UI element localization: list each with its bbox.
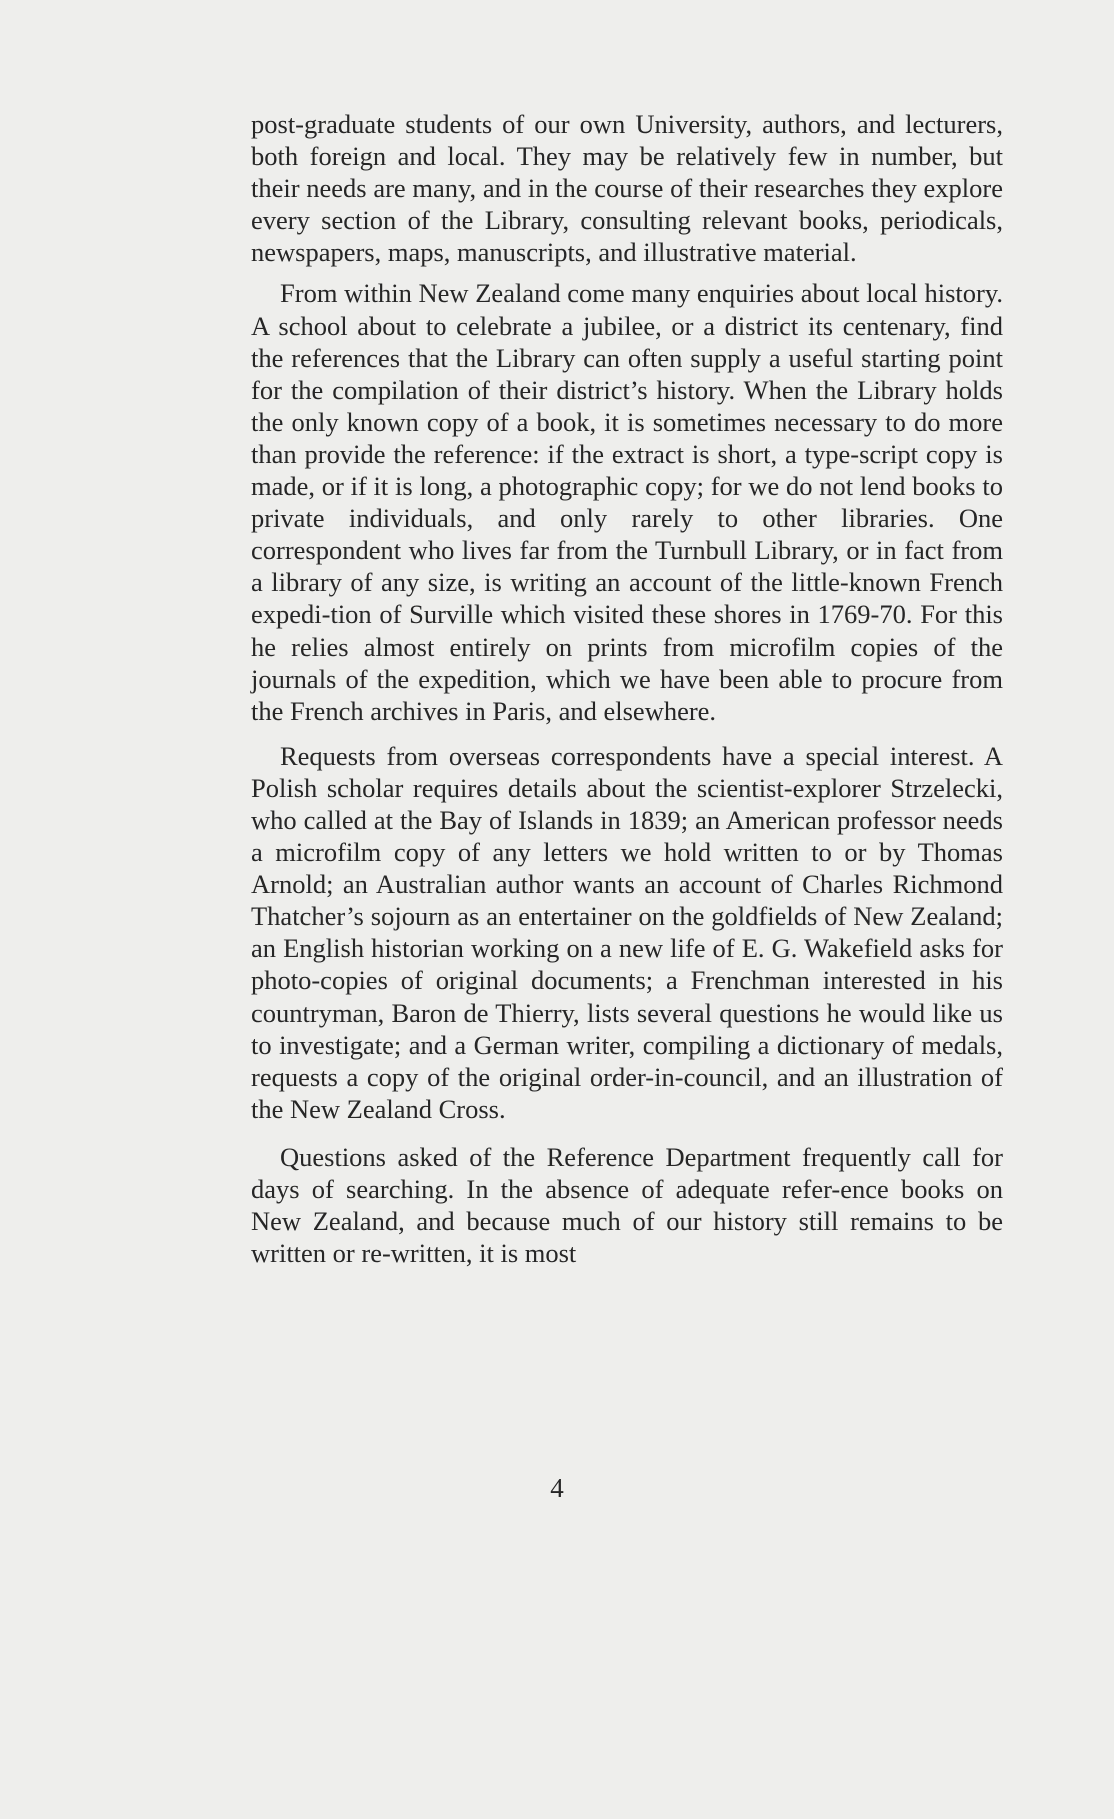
- page-number: 4: [550, 1473, 564, 1503]
- body-text: [251, 108, 1003, 1269]
- paragraph-local-history: From within New Zealand come many enquiries about local history. A school about to celebrate a jubilee, or a district its centenary, find the references that the Library can often supply a useful starting point for the compilation of their district’s history. When the Library holds the only known copy of a book, it is sometimes necessary to do more than provide the reference: if the extract is short, a type-script copy is made, or if it is long, a photographic copy; for we do not lend books to private individuals, and only rarely to other libraries. One correspondent who lives far from the Turnbull Library, or in fact from a library of any size, is writing an account of the little-known French expedi-tion of Surville which visited these shores in 1769-70. For this he relies almost entirely on prints from microfilm copies of the journals of the expedition, which we have been able to procure from the French archives in Paris, and elsewhere.: [251, 278, 1003, 726]
- paragraph-continued: post-graduate students of our own University, authors, and lecturers, both foreign and local. They may be relatively few in number, but their needs are many, and in the course of their researches they explore every section of the Library, consulting relevant books, periodicals, newspapers, maps, manuscripts, and illustrative material.: [251, 109, 1003, 268]
- paragraph-reference-department: Questions asked of the Reference Department frequently call for days of searching. In the absence of adequate refer-ence books on New Zealand, and because much of our history still remains to be written or re-written, it is most: [251, 1141, 1003, 1269]
- paragraph-overseas-requests: Requests from overseas correspondents have a special interest. A Polish scholar requires details about the scientist-explorer Strzelecki, who called at the Bay of Islands in 1839; an American professor needs a microfilm copy of any letters we hold written to or by Thomas Arnold; an Australian author wants an account of Charles Richmond Thatcher’s sojourn as an entertainer on the goldfields of New Zealand; an English historian working on a new life of E. G. Wakefield asks for photo-copies of original documents; a Frenchman interested in his countryman, Baron de Thierry, lists several questions he would like us to investigate; and a German writer, compiling a dictionary of medals, requests a copy of the original order-in-council, and an illustration of the New Zealand Cross.: [251, 740, 1003, 1124]
